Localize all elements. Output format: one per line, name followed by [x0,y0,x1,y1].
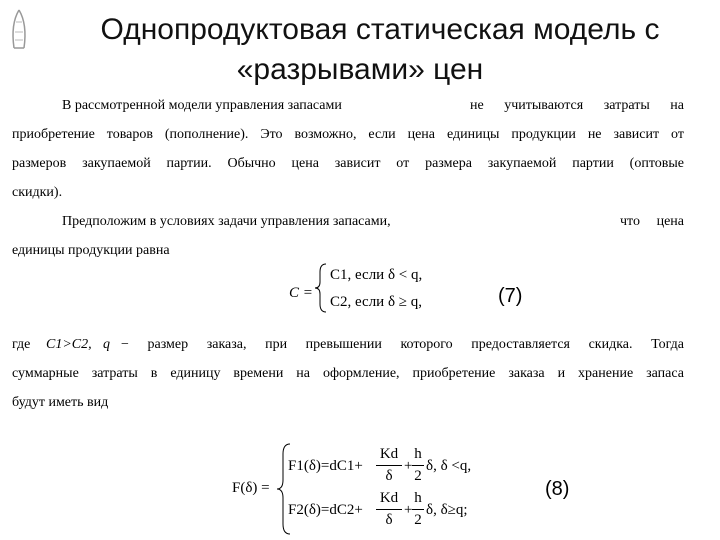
p1-line4: скидки). [12,185,63,200]
eq8-f2-tail: δ, δ≥q; [426,502,468,518]
eq7-case1: C1, если δ < q, [330,267,423,283]
eq8-brace [276,442,292,536]
p3-line1-d: − размер заказа, при превышении которого предоставляется скидка. Тогда [121,337,684,352]
eq7-number: (7) [498,285,523,307]
p3-line1-a: где [12,337,31,352]
eq8-f2-den-delta: δ [385,512,393,528]
p2-line1-left: Предположим в условиях задачи управления запасами, [62,214,391,229]
eq8-f2-den-2: 2 [414,512,422,528]
p1-line2: приобретение товаров (пополнение). Это возможно, если цена единицы продукции не зависит от [12,127,684,142]
p3-line1-b: C1>C2, [46,337,92,352]
eq8-f1-plus: + [404,458,413,474]
eq8-f2-num-h: h [414,490,422,506]
eq8-f1-lhs: F1(δ)=dC1+ [288,458,363,474]
eq8-f2-plus: + [404,502,413,518]
eq8-f1-tail: δ, δ <q, [426,458,472,474]
p3-line2: суммарные затраты в единицу времени на оформление, приобретение заказа и хранение запаса [12,366,684,381]
eq8-f1-num-kd: Kd [379,446,399,462]
p2-line1-right: что цена [620,214,684,229]
p3-line1-c: q [103,337,110,352]
p1-line3: размеров закупаемой партии. Обычно цена зависит от размера закупаемой партии (оптовые [12,156,684,171]
eq8-f2-lhs: F2(δ)=dC2+ [288,502,363,518]
p1-line1-left: В рассмотренной модели управления запасами [62,98,342,113]
eq8-f2-fracbar2 [412,509,424,510]
eq7-brace [314,262,328,314]
p1-line1-right: не учитываются затраты на [470,98,684,113]
p3-line3: будут иметь вид [12,395,109,410]
slide-title-line2: «разрывами» цен [236,53,484,86]
eq8-f1-den-2: 2 [414,468,422,484]
p2-line2: единицы продукции равна [12,243,170,258]
eq8-lhs: F(δ) = [232,480,270,496]
eq8-f1-fracbar2 [412,465,424,466]
eq7-case2: C2, если δ ≥ q, [330,294,423,310]
eq8-f1-num-h: h [414,446,422,462]
eq8-number: (8) [545,478,570,500]
eq8-f2-num-kd: Kd [379,490,399,506]
eq8-f1-fracbar1 [376,465,402,466]
eq8-f2-fracbar1 [376,509,402,510]
eq8-f1-den-delta: δ [385,468,393,484]
slide-title-line1: Однопродуктовая статическая модель с [100,13,660,46]
slide-title [0,10,720,90]
eq7-lhs: C = [289,285,313,301]
